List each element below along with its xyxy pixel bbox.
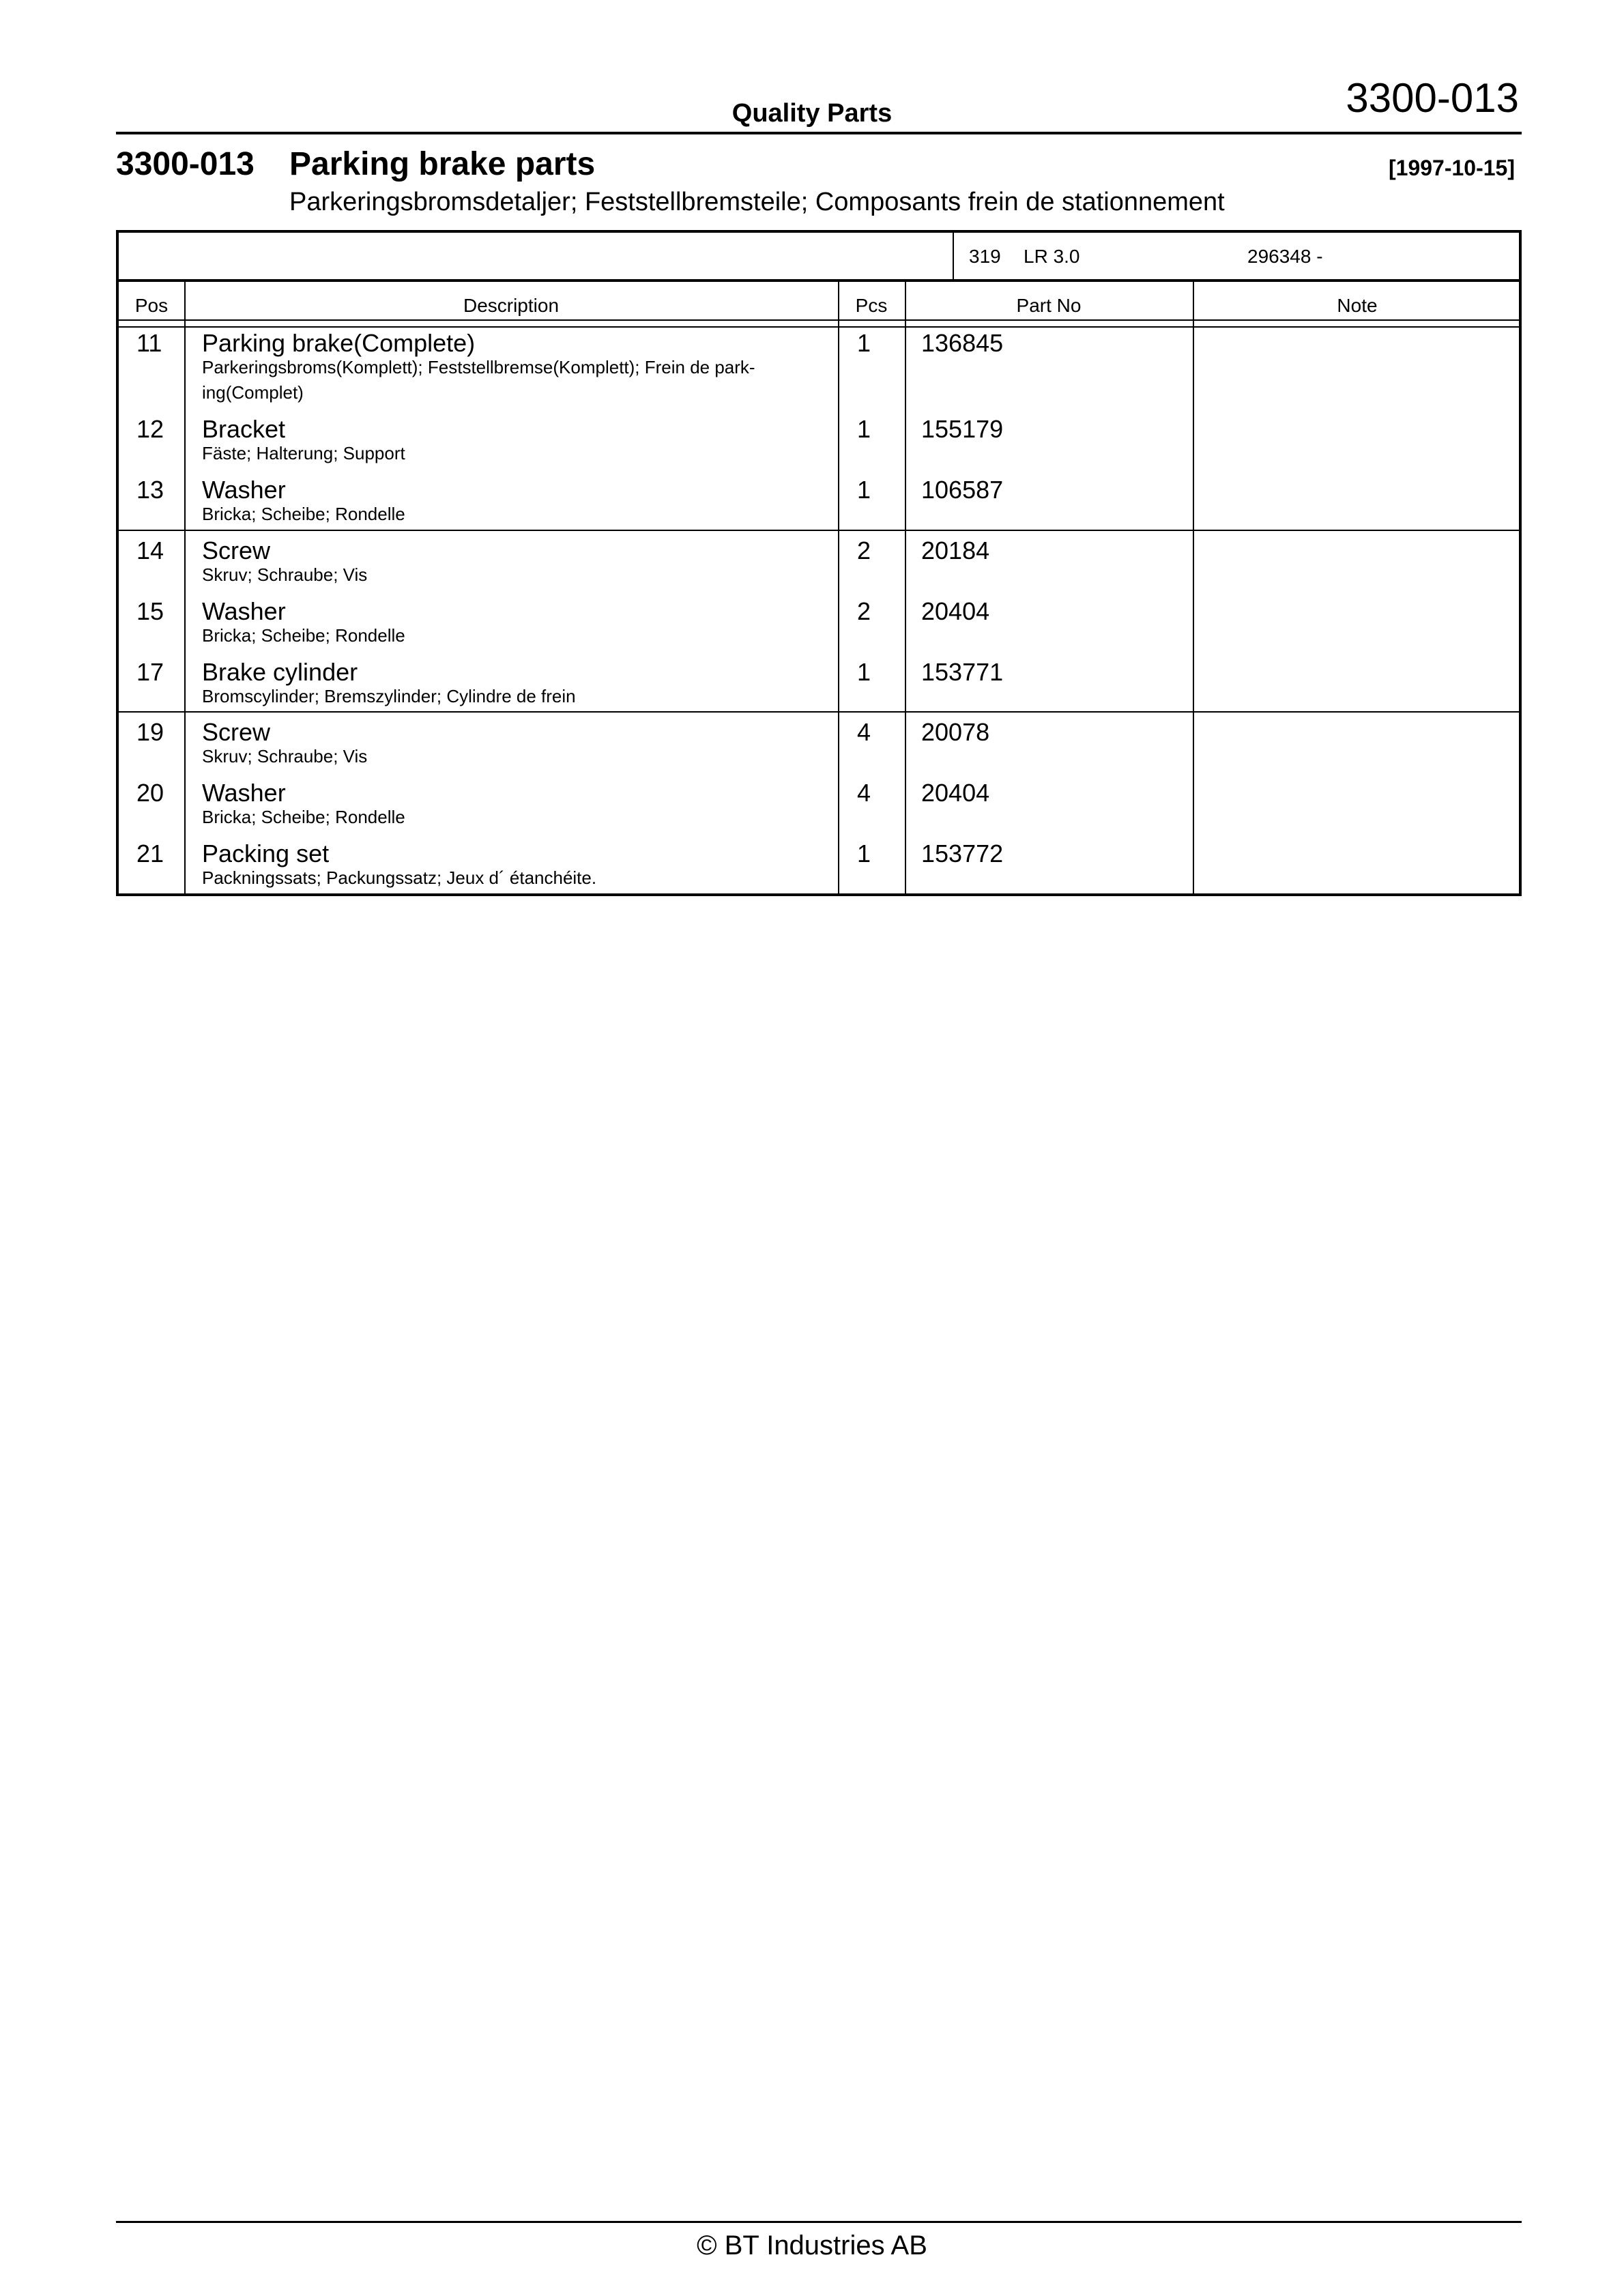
column-header-description: Description [463, 295, 560, 316]
model-name: LR 3.0 [1024, 246, 1080, 267]
footer-copyright: © BT Industries AB [697, 2230, 927, 2261]
row-translation: Bricka; Scheibe; Rondelle [202, 504, 405, 524]
group-separator [119, 711, 1519, 713]
section-subtitle: Parkeringsbromsdetaljer; Feststellbremsteile; Composants frein de stationnement [289, 188, 1225, 216]
col-divider [184, 282, 186, 893]
row-pos: 15 [136, 597, 164, 625]
row-name: Screw [202, 718, 271, 746]
row-pos: 17 [136, 658, 164, 686]
model-serial: 296348 - [1247, 246, 1323, 267]
row-pcs: 4 [857, 779, 871, 807]
row-translation: Skruv; Schraube; Vis [202, 746, 368, 766]
col-divider [905, 282, 906, 893]
footer-rule [116, 2221, 1522, 2223]
row-part-no: 153771 [921, 658, 1004, 686]
row-name: Parking brake(Complete) [202, 329, 476, 357]
column-header-pcs: Pcs [855, 295, 888, 316]
group-separator [119, 530, 1519, 531]
row-name: Washer [202, 597, 286, 625]
column-header-pos: Pos [134, 295, 169, 316]
section-date: [1997-10-15] [1389, 156, 1515, 180]
row-part-no: 106587 [921, 476, 1004, 504]
row-translation: Bromscylinder; Bremszylinder; Cylindre de frein [202, 686, 576, 706]
row-pos: 21 [136, 840, 164, 867]
parts-table [116, 282, 1522, 896]
row-pcs: 2 [857, 536, 871, 564]
row-name: Bracket [202, 415, 286, 443]
row-translation: Parkeringsbroms(Komplett); Feststellbremse(Komplett); Frein de park-ing(Complet) [202, 357, 755, 403]
row-translation: Bricka; Scheibe; Rondelle [202, 625, 405, 646]
header-rule-top [119, 319, 1519, 321]
row-pcs: 1 [857, 476, 871, 504]
row-pcs: 1 [857, 415, 871, 443]
row-pos: 14 [136, 536, 164, 564]
row-translation: Skruv; Schraube; Vis [202, 564, 368, 585]
row-pos: 20 [136, 779, 164, 807]
row-name: Washer [202, 779, 286, 807]
header-rule-bottom [119, 326, 1519, 328]
row-part-no: 20078 [921, 718, 990, 746]
row-pcs: 2 [857, 597, 871, 625]
column-header-part-no: Part No [1016, 295, 1082, 316]
row-name: Washer [202, 476, 286, 504]
row-pos: 12 [136, 415, 164, 443]
row-name: Screw [202, 536, 271, 564]
row-pcs: 1 [857, 840, 871, 867]
row-translation: Bricka; Scheibe; Rondelle [202, 807, 405, 827]
row-translation: Fäste; Halterung; Support [202, 443, 405, 463]
row-part-no: 20404 [921, 779, 990, 807]
model-box [116, 230, 1522, 282]
row-part-no: 136845 [921, 329, 1004, 357]
row-part-no: 20184 [921, 536, 990, 564]
row-pcs: 1 [857, 658, 871, 686]
col-divider [838, 282, 839, 893]
model-divider [953, 233, 954, 279]
row-pcs: 4 [857, 718, 871, 746]
column-header-note: Note [1337, 295, 1378, 316]
row-part-no: 155179 [921, 415, 1004, 443]
row-part-no: 20404 [921, 597, 990, 625]
row-translation: Packningssats; Packungssatz; Jeux d´ étanchéite. [202, 867, 597, 888]
row-pos: 11 [136, 329, 162, 357]
header-title: Quality Parts [731, 99, 893, 128]
model-number: 319 [969, 246, 1001, 267]
row-pcs: 1 [857, 329, 871, 357]
section-title: Parking brake parts [289, 146, 596, 182]
row-part-no: 153772 [921, 840, 1004, 867]
row-name: Packing set [202, 840, 330, 867]
row-pos: 13 [136, 476, 164, 504]
header-rule [116, 132, 1522, 134]
page-number: 3300-013 [1346, 75, 1519, 121]
row-pos: 19 [136, 718, 164, 746]
col-divider [1193, 282, 1194, 893]
row-name: Brake cylinder [202, 658, 358, 686]
section-code: 3300-013 [116, 146, 255, 182]
